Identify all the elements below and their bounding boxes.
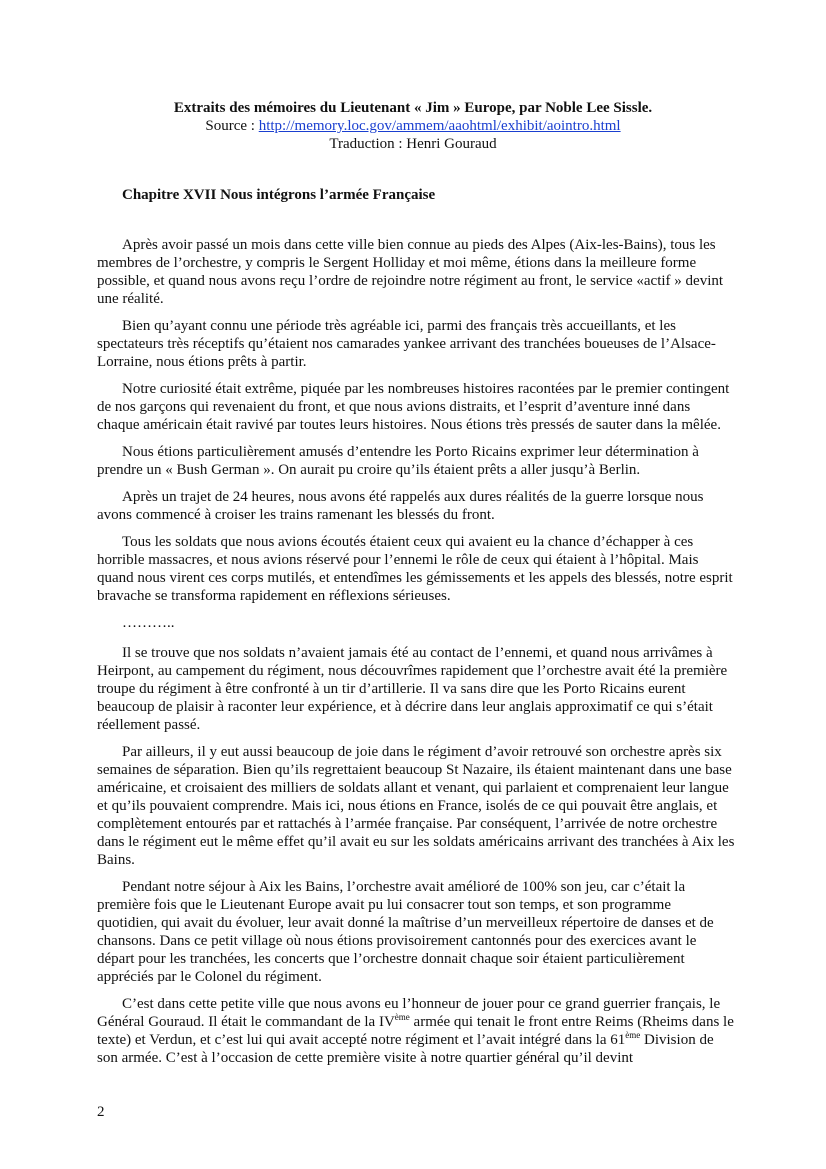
page-number: 2 bbox=[97, 1104, 105, 1120]
source-label: Source : bbox=[205, 118, 259, 134]
ellipsis-separator: ……….. bbox=[122, 615, 175, 631]
chapter-title: Chapitre XVII Nous intégrons l’armée Française bbox=[122, 187, 436, 203]
paragraph: Bien qu’ayant connu une période très agréable ici, parmi des français très accueillants, et les spectateurs très réceptifs qu’étaient nos camarades yankee arrivant des tranchées boueuses de l’Alsace-Lorraine, nous étions prêts à partir. bbox=[97, 318, 716, 370]
text-run: Division de son armée. C’est à l’occasion de cette première visite à notre quartier général qu’il devint bbox=[97, 1032, 714, 1066]
paragraph: Tous les soldats que nous avions écoutés étaient ceux qui avaient eu la chance d’échapper à ces horrible massacres, et nous avions réservé pour l’ennemi le rôle de ceux qui étaient à l’hôpital. Mais quand nous virent ces corps mutilés, et entendîmes les gémissements et les appels des blessés, notre esprit bravache se transforma rapidement en réflexions sérieuses. bbox=[97, 534, 733, 604]
document-header bbox=[0, 99, 826, 153]
document-title: Extraits des mémoires du Lieutenant « Jim » Europe, par Noble Lee Sissle. bbox=[173, 100, 653, 116]
paragraph: Après avoir passé un mois dans cette ville bien connue au pieds des Alpes (Aix-les-Bains), tous les membres de l’orchestre, y compris le Sergent Holliday et moi même, étions dans la meilleure forme possible, et quand nous avons reçu l’ordre de rejoindre notre régiment au front, le service «actif » devint une réalité. bbox=[97, 237, 724, 307]
superscript: ème bbox=[625, 1030, 641, 1040]
paragraph: Il se trouve que nos soldats n’avaient jamais été au contact de l’ennemi, et quand nous arrivâmes à Heirpont, au campement du régiment, nous découvrîmes rapidement que l’orchestre avait été la première troupe du régiment à être confronté à un tir d’artillerie. Il va sans dire que les Porto Ricains eurent beaucoup de plaisir à raconter leur expérience, et à décrire dans leur anglais approximatif ce qui s’était réellement passé. bbox=[97, 645, 728, 733]
paragraph: Par ailleurs, il y eut aussi beaucoup de joie dans le régiment d’avoir retrouvé son orchestre après six semaines de séparation. Bien qu’ils regrettaient beaucoup St Nazaire, ils étaient maintenant dans une base américaine, et croisaient des milliers de soldats allant et venant, qui parlaient et comprenaient leur langue et qu’ils pouvaient comprendre. Mais ici, nous étions en France, isolés de ce qui pouvait être anglais, et complètement entourés par et rattachés à l’armée française. Par conséquent, l’arrivée de notre orchestre dans le régiment eut le même effet qu’il avait eu sur les soldats américains arrivant des tranchées à Aix les Bains. bbox=[97, 744, 735, 868]
paragraph: Notre curiosité était extrême, piquée par les nombreuses histoires racontées par le premier contingent de nos garçons qui revenaient du front, et que nous avions distraits, et l’esprit d’aventure inné dans chaque américain était ravivé par toutes leurs histoires. Nous étions très pressés de sauter dans la mêlée. bbox=[97, 381, 730, 433]
body-text bbox=[97, 236, 735, 1076]
superscript: ème bbox=[394, 1012, 410, 1022]
translation-credit: Traduction : Henri Gouraud bbox=[329, 136, 497, 152]
paragraph: Nous étions particulièrement amusés d’entendre les Porto Ricains exprimer leur détermination à prendre un « Bush German ». On aurait pu croire qu’ils étaient prêts a aller jusqu’à Berlin. bbox=[97, 444, 699, 478]
source-line bbox=[0, 117, 826, 135]
text-run: C’est dans cette petite ville que nous avons eu l’honneur de jouer pour ce grand guerrier français, le Général Gouraud. Il était le commandant de la IV bbox=[97, 996, 721, 1030]
paragraph-last bbox=[97, 995, 735, 1067]
text-run: armée qui tenait le front entre Reims (Rheims dans le texte) et Verdun, et c’est lui qui avait accepté notre régiment et l’avait intégré dans la 61 bbox=[97, 1014, 734, 1048]
paragraph: Après un trajet de 24 heures, nous avons été rappelés aux dures réalités de la guerre lorsque nous avons commencé à croiser les trains ramenant les blessés du front. bbox=[97, 489, 704, 523]
source-link[interactable]: http://memory.loc.gov/ammem/aaohtml/exhibit/aointro.html bbox=[258, 118, 621, 134]
paragraph: Pendant notre séjour à Aix les Bains, l’orchestre avait amélioré de 100% son jeu, car c’était la première fois que le Lieutenant Europe avait pu lui consacrer tout son temps, et son programme quotidien, qui avait du évoluer, leur avait donné la maîtrise d’un merveilleux répertoire de danses et de chansons. Dans ce petit village où nous étions provisoirement cantonnés pour des exercices avant le départ pour les tranchées, les concerts que l’orchestre donnait chaque soir étaient particulièrement appréciés par le Colonel du régiment. bbox=[97, 879, 714, 985]
